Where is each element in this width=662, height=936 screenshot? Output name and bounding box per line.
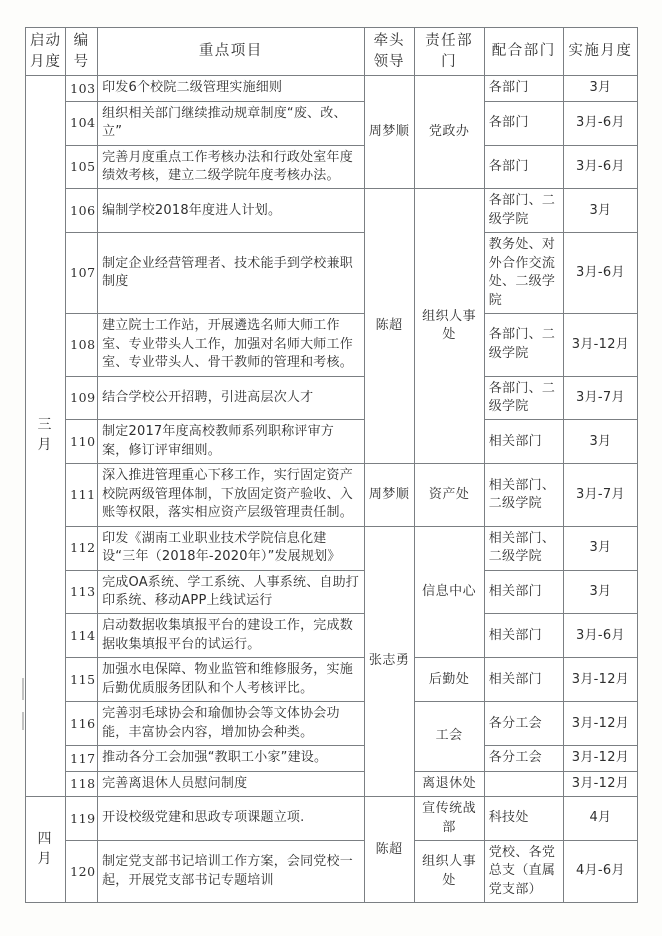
column-header-start-month xyxy=(26,28,66,76)
cell-leader: 陈超 xyxy=(364,189,414,464)
cell-coop xyxy=(484,771,563,796)
cell-leader: 陈超 xyxy=(364,797,414,903)
cell-start-month: 三月 xyxy=(26,76,66,797)
cell-impl-month: 3月-12月 xyxy=(563,702,637,746)
cell-coop: 各分工会 xyxy=(484,702,563,746)
table-header xyxy=(26,28,638,76)
cell-leader: 周梦顺 xyxy=(364,464,414,526)
table-row xyxy=(26,376,638,420)
table-row xyxy=(26,526,638,570)
cell-number: 117 xyxy=(66,746,98,771)
cell-impl-month: 3月 xyxy=(563,76,637,101)
cell-dept: 后勤处 xyxy=(414,658,484,702)
cell-impl-month: 3月-6月 xyxy=(563,233,637,314)
cell-coop: 相关部门 xyxy=(484,658,563,702)
cell-project: 结合学校公开招聘，引进高层次人才 xyxy=(98,376,364,420)
cell-impl-month: 3月-12月 xyxy=(563,314,637,376)
cell-impl-month: 4月 xyxy=(563,797,637,841)
cell-dept: 工会 xyxy=(414,702,484,771)
cell-project: 组织相关部门继续推动规章制度“废、改、立” xyxy=(98,101,364,145)
cell-coop: 各部门 xyxy=(484,101,563,145)
cell-coop: 各分工会 xyxy=(484,746,563,771)
cell-coop: 相关部门、二级学院 xyxy=(484,464,563,526)
cell-project: 深入推进管理重心下移工作，实行固定资产校院两级管理体制，下放固定资产验收、入账等权限，落实相应资产层级管理责任制。 xyxy=(98,464,364,526)
table-row xyxy=(26,658,638,702)
column-header-dept: 责任部门 xyxy=(414,28,484,76)
cell-project: 加强水电保障、物业监管和维修服务，实施后勤优质服务团队和个人考核评比。 xyxy=(98,658,364,702)
cell-number: 107 xyxy=(66,233,98,314)
cell-coop: 科技处 xyxy=(484,797,563,841)
cell-number: 115 xyxy=(66,658,98,702)
cell-number: 108 xyxy=(66,314,98,376)
cell-impl-month: 3月-7月 xyxy=(563,464,637,526)
cell-project: 完善离退休人员慰问制度 xyxy=(98,771,364,796)
cell-number: 110 xyxy=(66,420,98,464)
cell-dept: 组织人事处 xyxy=(414,841,484,903)
cell-start-month: 四月 xyxy=(26,797,66,903)
column-header-start-month-line1: 启动 xyxy=(30,33,62,49)
work-plan-table-container xyxy=(25,27,638,903)
cell-leader: 张志勇 xyxy=(364,526,414,796)
cell-dept: 组织人事处 xyxy=(414,189,484,464)
cell-impl-month: 3月 xyxy=(563,570,637,614)
column-header-impl-month: 实施月度 xyxy=(563,28,637,76)
table-row xyxy=(26,841,638,903)
cell-coop: 相关部门 xyxy=(484,570,563,614)
cell-impl-month: 3月-6月 xyxy=(563,145,637,189)
cell-number: 116 xyxy=(66,702,98,746)
column-header-leader-line1: 牵头 xyxy=(373,33,405,49)
cell-dept: 资产处 xyxy=(414,464,484,526)
table-row xyxy=(26,746,638,771)
table-row xyxy=(26,233,638,314)
cell-number: 114 xyxy=(66,614,98,658)
table-row xyxy=(26,145,638,189)
cell-dept: 宣传统战部 xyxy=(414,797,484,841)
column-header-leader-line2: 领导 xyxy=(373,53,405,70)
column-header-start-month-line2: 月度 xyxy=(30,53,62,70)
cell-impl-month: 3月-12月 xyxy=(563,746,637,771)
cell-number: 111 xyxy=(66,464,98,526)
cell-project: 完成OA系统、学工系统、人事系统、自助打印系统、移动APP上线试运行 xyxy=(98,570,364,614)
cell-impl-month: 3月 xyxy=(563,189,637,233)
table-row xyxy=(26,614,638,658)
cell-impl-month: 3月 xyxy=(563,526,637,570)
cell-number: 119 xyxy=(66,797,98,841)
cell-project: 印发6个校院二级管理实施细则 xyxy=(98,76,364,101)
table-row xyxy=(26,420,638,464)
cell-coop: 党校、各党总支（直属党支部） xyxy=(484,841,563,903)
cell-coop: 相关部门 xyxy=(484,420,563,464)
table-row xyxy=(26,76,638,101)
cell-number: 113 xyxy=(66,570,98,614)
cell-project: 制定2017年度高校教师系列职称评审方案，修订评审细则。 xyxy=(98,420,364,464)
cell-number: 109 xyxy=(66,376,98,420)
table-row xyxy=(26,464,638,526)
cell-number: 103 xyxy=(66,76,98,101)
column-header-number: 编号 xyxy=(66,28,98,76)
cell-project: 印发《湖南工业职业技术学院信息化建设“三年（2018年-2020年）”发展规划》 xyxy=(98,526,364,570)
cell-project: 建立院士工作站，开展遴选名师大师工作室、专业带头人工作，加强对名师大师工作室、专业带头人、骨干教师的管理和考核。 xyxy=(98,314,364,376)
cell-impl-month: 3月-12月 xyxy=(563,771,637,796)
cell-number: 120 xyxy=(66,841,98,903)
cell-project: 开设校级党建和思政专项课题立项. xyxy=(98,797,364,841)
table-body xyxy=(26,76,638,903)
table-row xyxy=(26,101,638,145)
cell-coop: 各部门、二级学院 xyxy=(484,376,563,420)
cell-dept: 离退休处 xyxy=(414,771,484,796)
scan-edge-mark xyxy=(22,678,24,700)
cell-project: 启动数据收集填报平台的建设工作，完成数据收集填报平台的试运行。 xyxy=(98,614,364,658)
cell-number: 104 xyxy=(66,101,98,145)
cell-coop: 相关部门、二级学院 xyxy=(484,526,563,570)
cell-project: 制定党支部书记培训工作方案，会同党校一起，开展党支部书记专题培训 xyxy=(98,841,364,903)
cell-impl-month: 3月-6月 xyxy=(563,614,637,658)
table-row xyxy=(26,702,638,746)
cell-impl-month: 4月-6月 xyxy=(563,841,637,903)
table-row xyxy=(26,570,638,614)
cell-project: 编制学校2018年度进人计划。 xyxy=(98,189,364,233)
cell-impl-month: 3月-6月 xyxy=(563,101,637,145)
work-plan-table xyxy=(25,27,638,903)
cell-number: 105 xyxy=(66,145,98,189)
cell-coop: 教务处、对外合作交流处、二级学院 xyxy=(484,233,563,314)
cell-impl-month: 3月-7月 xyxy=(563,376,637,420)
cell-project: 推动各分工会加强“教职工小家”建设。 xyxy=(98,746,364,771)
cell-project: 制定企业经营管理者、技术能手到学校兼职制度 xyxy=(98,233,364,314)
cell-number: 106 xyxy=(66,189,98,233)
cell-coop: 各部门、二级学院 xyxy=(484,314,563,376)
cell-project: 完善月度重点工作考核办法和行政处室年度绩效考核，建立二级学院年度考核办法。 xyxy=(98,145,364,189)
cell-leader: 周梦顺 xyxy=(364,76,414,189)
table-row xyxy=(26,797,638,841)
cell-dept: 党政办 xyxy=(414,76,484,189)
cell-impl-month: 3月 xyxy=(563,420,637,464)
cell-dept: 信息中心 xyxy=(414,526,484,658)
cell-coop: 各部门、二级学院 xyxy=(484,189,563,233)
column-header-coop: 配合部门 xyxy=(484,28,563,76)
header-row xyxy=(26,28,638,76)
cell-coop: 各部门 xyxy=(484,145,563,189)
column-header-leader xyxy=(364,28,414,76)
table-row xyxy=(26,189,638,233)
table-row xyxy=(26,771,638,796)
cell-project: 完善羽毛球协会和瑜伽协会等文体协会功能，丰富协会内容，增加协会种类。 xyxy=(98,702,364,746)
column-header-project: 重点项目 xyxy=(98,28,364,76)
scan-edge-mark xyxy=(22,712,24,730)
cell-impl-month: 3月-12月 xyxy=(563,658,637,702)
cell-coop: 各部门 xyxy=(484,76,563,101)
cell-coop: 相关部门 xyxy=(484,614,563,658)
table-row xyxy=(26,314,638,376)
cell-number: 112 xyxy=(66,526,98,570)
cell-number: 118 xyxy=(66,771,98,796)
